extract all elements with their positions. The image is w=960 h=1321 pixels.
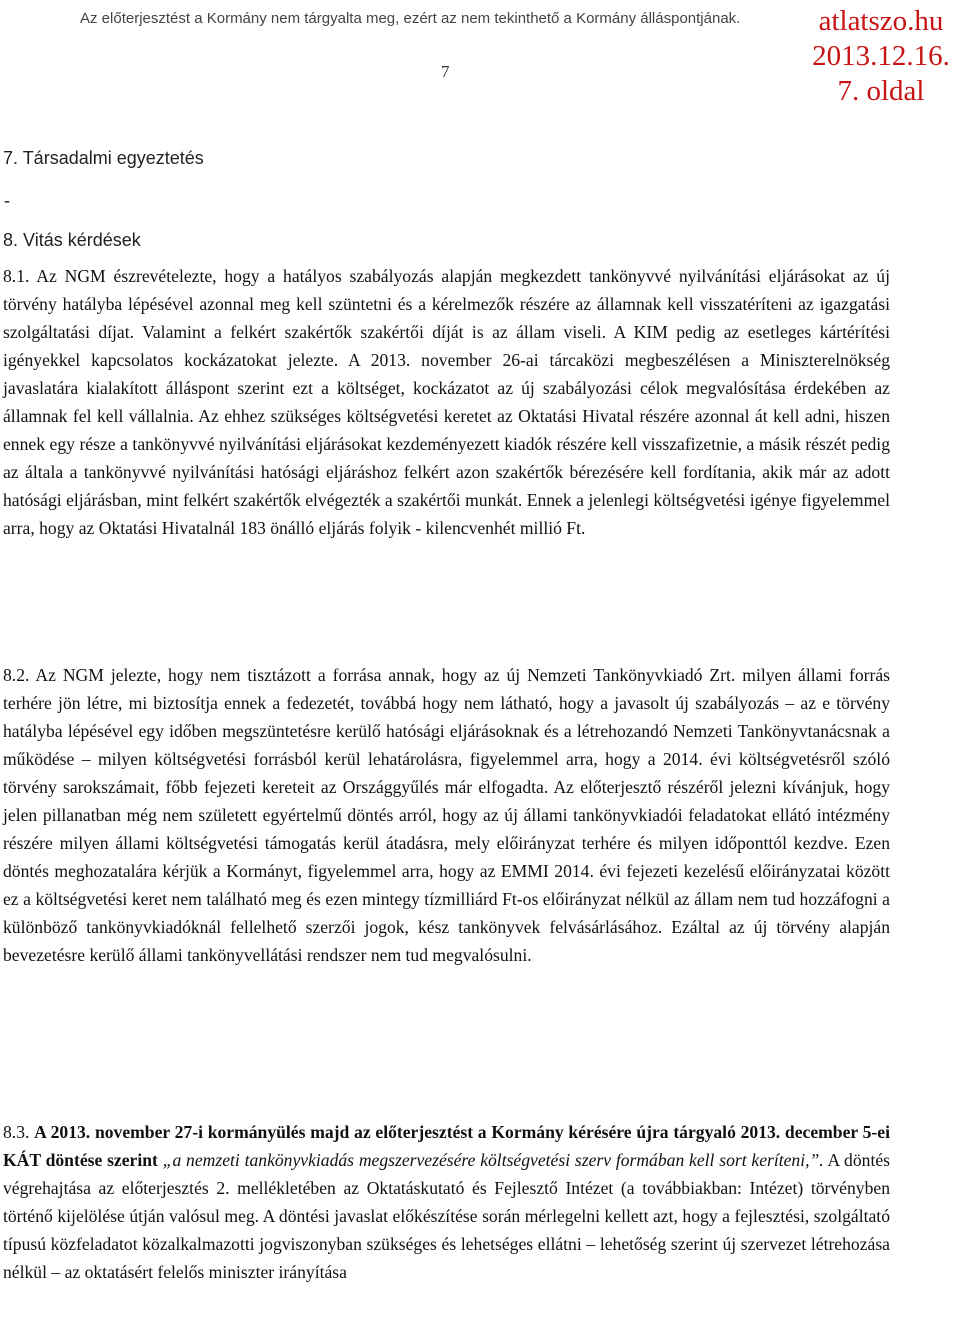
- paragraph-8-3-quote: „a nemzeti tankönyvkiadás megszervezésére költségvetési szerv formában kell sort keríteni,”.: [162, 1150, 824, 1170]
- page-number: 7: [441, 62, 450, 81]
- paragraph-8-3-number: 8.3.: [3, 1122, 30, 1142]
- paragraph-8-3-bold: A 2013. november 27-i kormányülés majd az előterjesztést a Kormány kérésére újra tárgyaló 2013. december 5-ei KÁT döntése szerint: [3, 1122, 890, 1170]
- paragraph-8-1: 8.1. Az NGM észrevételezte, hogy a hatályos szabályozás alapján megkezdett tankönyvvé nyilvánítási eljárásokat az új törvény hatályba lépésével azonnal meg kell szüntetni és a kérelmezők részére az államnak kell visszatéríteni az igazgatási szolgáltatási díjat. Valamint a felkért szakértők szakértői díját is az állam viseli. A KIM pedig az esetleges kártérítési igényekkel kapcsolatos kockázatokat jelezte. A 2013. november 26-ai tárcaközi megbeszélésen a Miniszterelnökség javaslatára kialakított álláspont szerint ezt a költséget, kockázatot az új szabályozási célok megvalósítása érdekében az államnak fel kell vállalnia. Az ehhez szükséges költségvetési keretet az Oktatási Hivatal részére azonnal át kell adni, hiszen ennek egy része a tankönyvvé nyilvánítási eljárásokat kezdeményezett kiadók részére kell visszafizetnie, a másik részét pedig az általa a tankönyvvé nyilvánítási hatósági eljáráshoz felkért azon szakértők bérezésére kell fordítania, akik már az adott hatósági eljárásban, mint felkért szakértők elvégezték a szakértői munkát. Ennek a jelenlegi költségvetési igénye figyelemmel arra, hogy az Oktatási Hivatalnál 183 önálló eljárás folyik - kilencvenhét millió Ft.: [3, 266, 890, 538]
- watermark-stamp: [807, 4, 955, 109]
- section-8-title: 8. Vitás kérdések: [3, 230, 141, 250]
- paragraph-8-2: 8.2. Az NGM jelezte, hogy nem tisztázott a forrása annak, hogy az új Nemzeti Tankönyvkiadó Zrt. milyen állami forrás terhére jön létre, mi biztosítja ennek a fedezetét, továbbá hogy nem látható, hogy a javasolt új szabályozás – az e törvény hatályba lépésével egy időben megszüntetésre kerülő hatósági eljárásoknak és a létrehozandó Nemzeti Tankönyvtanácsnak a működése – milyen költségvetési forrásból kerül lehatárolásra, figyelemmel arra, hogy a 2014. évi költségvetésről szóló törvény sarokszámait, főbb fejezeti kereteit az Országgyűlés már elfogadta. Az előterjesztő részéről jelezni kívánjuk, hogy jelen pillanatban még nem született egyértelmű döntés arról, hogy az új állami tankönyvkiadói feladatokat ellátó intézmény részére milyen állami költségvetési támogatás kerül átadásra, mely előirányzat terhére és milyen időponttól kezdve. Ezen döntés meghozatalára kérjük a Kormányt, figyelemmel arra, hogy az EMMI 2014. évi fejezeti kezelésű előirányzatai között ez a költségvetési keret nem található meg és ezen mintegy tízmilliárd Ft-os előirányzat nélkül az állam nem tud hozzáfogni a különböző tankönyvkiadóknál fellelhető szerzői jogok, kész tankönyvek felvásárlásához. Ezáltal az új törvény alapján bevezetésre kerülő állami tankönyvellátási rendszer nem tud megvalósulni.: [3, 665, 890, 965]
- stamp-page: 7. oldal: [837, 75, 925, 107]
- section-7-dash: -: [4, 190, 10, 210]
- section-7-title: 7. Társadalmi egyeztetés: [3, 148, 204, 168]
- stamp-site: atlatszo.hu: [818, 5, 944, 37]
- stamp-date: 2013.12.16.: [812, 40, 950, 72]
- header-disclaimer: Az előterjesztést a Kormány nem tárgyalta meg, ezért az nem tekinthető a Kormány álláspontjának.: [80, 10, 741, 27]
- paragraph-8-3: [3, 1118, 890, 1286]
- paragraph-8-3-rest: A döntés végrehajtása az előterjesztés 2. mellékletében az Oktatáskutató és Fejlesztő Intézet (a továbbiakban: Intézet) törvényben történő kijelölése útján valósul meg. A döntési javaslat előkészítése során mérlegelni kellett azt, hogy a fejlesztési, szolgáltató típusú közfeladatot közalkalmazotti jogviszonyban szükséges és lehetséges ellátni – lehetőség szerint új szervezet létrehozása nélkül – az oktatásért felelős miniszter irányítása: [3, 1150, 890, 1282]
